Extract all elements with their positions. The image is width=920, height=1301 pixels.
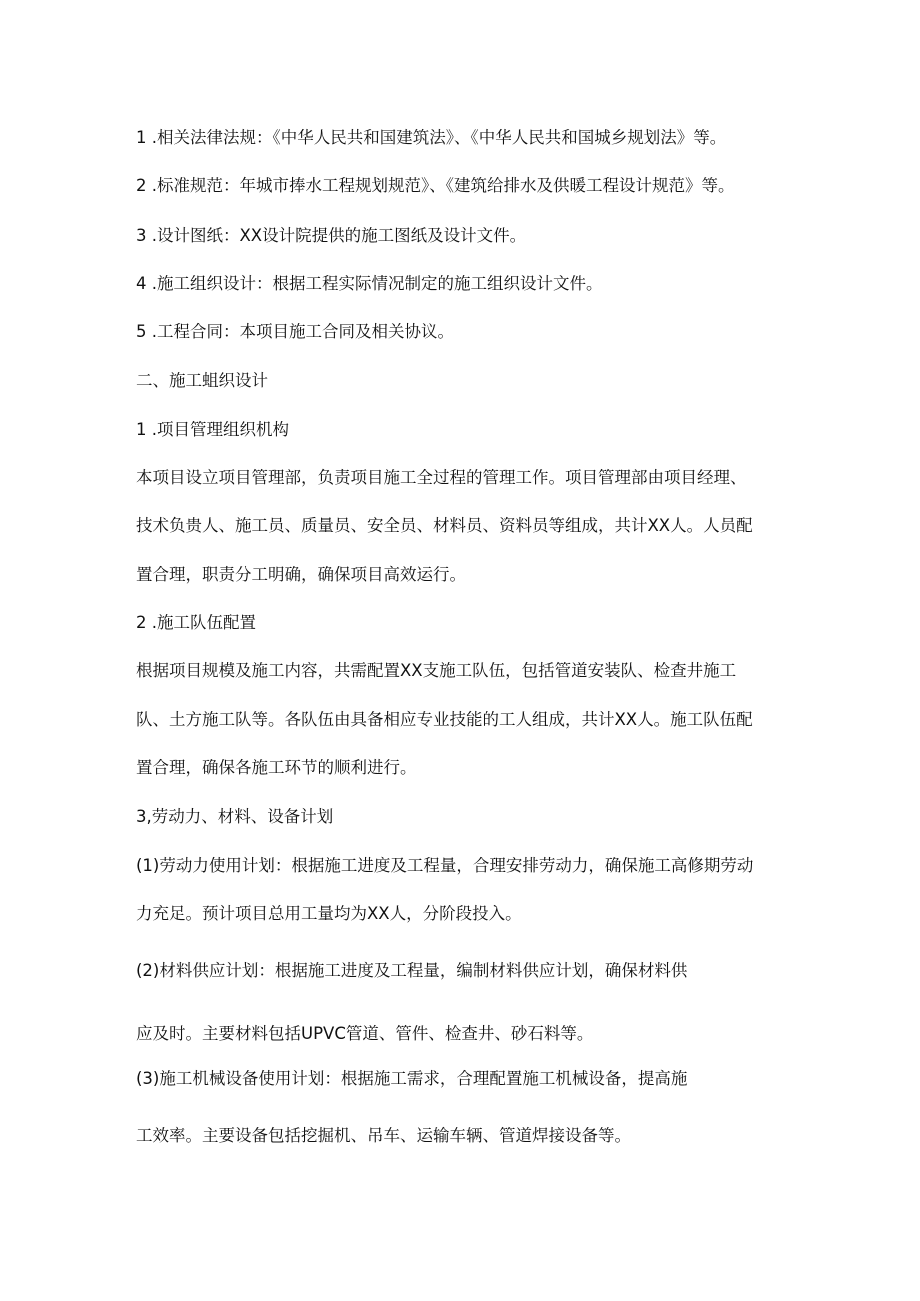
paragraph-line: 置合理，职责分工明确，确保项目高效运行。 bbox=[136, 565, 466, 584]
plan-item-line: (2)材料供应计划：根据施工进度及工程量，编制材料供应计划，确保材料供 bbox=[136, 961, 688, 980]
subsection-heading-3: 3,劳动力、材料、设备计划 bbox=[136, 807, 334, 826]
paragraph-line: 队、土方施工队等。各队伍由具备相应专业技能的工人组成，共计XX人。施工队伍配 bbox=[136, 710, 753, 729]
basis-item-2: 2 .标准规范：年城市捧水工程规划规范》、《建筑给排水及供暖工程设计规范》等。 bbox=[136, 176, 735, 195]
plan-item-line: 力充足。预计项目总用工量均为XX人，分阶段投入。 bbox=[136, 904, 522, 923]
plan-item-line: (3)施工机械设备使用计划：根据施工需求，合理配置施工机械设备，提高施 bbox=[136, 1069, 688, 1088]
paragraph-line: 置合理，确保各施工环节的顺利进行。 bbox=[136, 758, 417, 777]
plan-item-line: 工效率。主要设备包括挖掘机、吊车、运输车辆、管道焊接设备等。 bbox=[136, 1126, 631, 1145]
subsection-heading-2: 2 .施工队伍配置 bbox=[136, 613, 256, 632]
plan-item-line: (1)劳动力使用计划：根据施工进度及工程量，合理安排劳动力，确保施工高修期劳动 bbox=[136, 856, 754, 875]
paragraph-line: 技术负贵人、施工员、质量员、安全员、材料员、资料员等组成，共计XX人。人员配 bbox=[136, 516, 753, 535]
basis-item-4: 4 .施工组织设计：根据工程实际情况制定的施工组织设计文件。 bbox=[136, 274, 603, 293]
basis-item-5: 5 .工程合同：本项目施工合同及相关协议。 bbox=[136, 322, 454, 341]
paragraph-line: 根据项目规模及施工内容，共需配置XX支施工队伍，包括管道安装队、检查井施工 bbox=[136, 661, 737, 680]
paragraph-line: 本项目设立项目管理部，负责项目施工全过程的管理工作。项目管理部由项目经理、 bbox=[136, 468, 747, 487]
basis-item-3: 3 .设计图纸：XX设计院提供的施工图纸及设计文件。 bbox=[136, 226, 527, 245]
section-heading: 二、施工蛆织设计 bbox=[136, 371, 268, 390]
subsection-heading-1: 1 .项目管理组织机构 bbox=[136, 420, 289, 439]
basis-item-1: 1 .相关法律法规：《中华人民共和国建筑法》、《中华人民共和国城乡规划法》等。 bbox=[136, 128, 727, 147]
plan-item-line: 应及时。主要材料包括UPVC管道、管件、检查井、砂石料等。 bbox=[136, 1024, 594, 1043]
